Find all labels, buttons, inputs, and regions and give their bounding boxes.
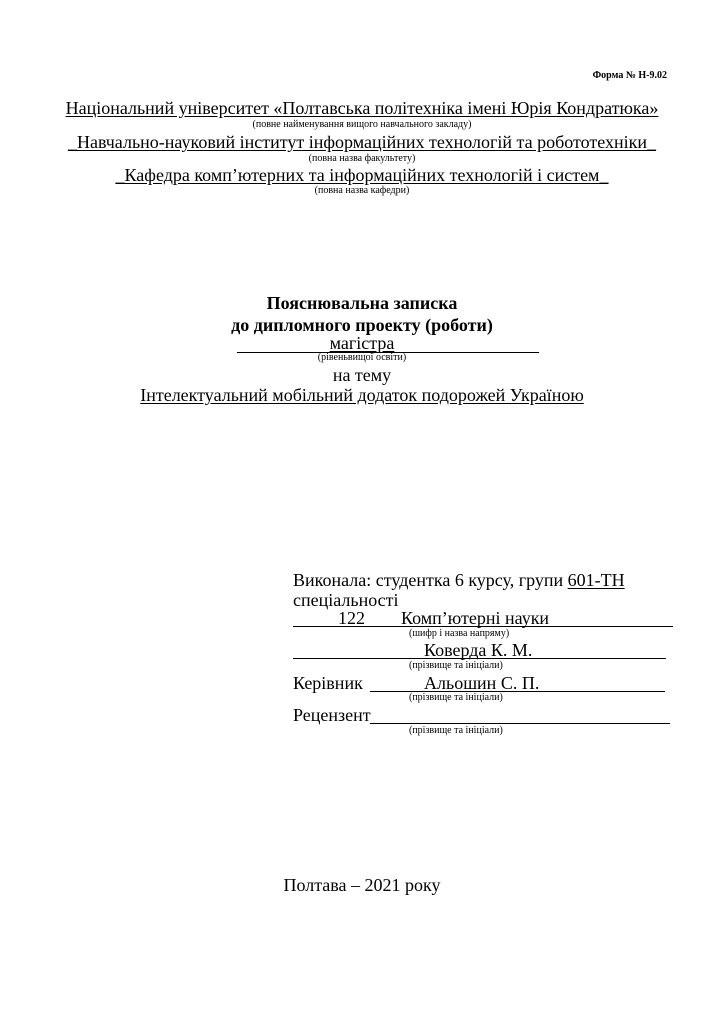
specialty-label: спеціальності (293, 590, 399, 610)
department-name: _Кафедра комп’ютерних та інформаційних технологій і систем_ (115, 165, 609, 185)
university-caption: (повне найменування вищого навчального закладу) (252, 119, 472, 130)
specialty-name: Комп’ютерні науки (401, 608, 550, 628)
form-number: Форма № Н-9.02 (592, 70, 667, 81)
supervisor-name: Альошин С. П. (424, 673, 540, 693)
student-caption: (прізвище та ініціали) (409, 660, 503, 671)
institute-name: _Навчально-науковий інститут інформаційних технологій та робототехніки_ (67, 132, 657, 152)
title-line-1: Пояснювальна записка (266, 293, 458, 313)
title-line-2: до дипломного проекту (роботи) (231, 315, 493, 335)
degree: магістра (329, 333, 395, 353)
degree-caption: (рівеньвищої освіти) (317, 352, 407, 363)
institute-name-text: Навчально-науковий інститут інформаційних технологій та робототехніки (76, 132, 648, 152)
student-name: Коверда К. М. (424, 640, 533, 660)
institute-caption: (повна назва факультету) (308, 153, 416, 164)
performed-by-line: Виконала: студентка 6 курсу, групи 601-ТН (293, 570, 625, 590)
reviewer-caption: (прізвище та ініціали) (409, 725, 503, 736)
department-name-text: Кафедра комп’ютерних та інформаційних технологій і систем (124, 165, 600, 185)
department-caption: (повна назва кафедри) (314, 185, 410, 196)
specialty-caption: (шифр і назва напряму) (409, 628, 510, 639)
reviewer-line (370, 706, 670, 724)
university-name-text: Національний університет «Полтавська політехніка імені Юрія Кондратюка» (65, 98, 659, 118)
specialty-code: 122 (338, 608, 365, 628)
group-number: 601-ТН (567, 570, 625, 590)
thesis-topic: Інтелектуальний мобільний додаток подорожей Україною (140, 385, 584, 405)
reviewer-label: Рецензент (293, 705, 371, 725)
on-topic-label: на тему (332, 365, 392, 385)
city-year: Полтава – 2021 року (283, 875, 441, 895)
supervisor-caption: (прізвище та ініціали) (409, 692, 503, 703)
supervisor-label: Керівник (293, 673, 363, 693)
university-name (0, 98, 724, 118)
